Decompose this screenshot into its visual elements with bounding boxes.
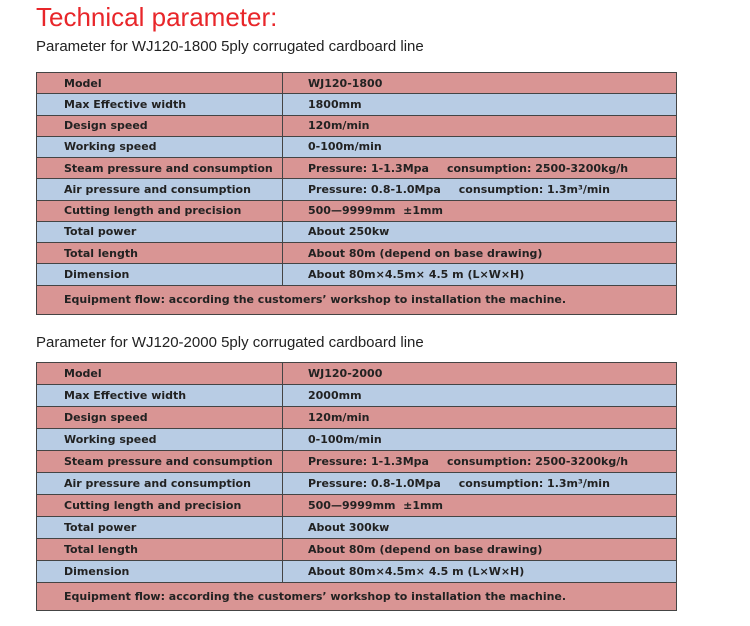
- parameter-label: Air pressure and consumption: [37, 179, 283, 200]
- parameter-label: Design speed: [37, 407, 283, 429]
- table-row: [37, 517, 677, 539]
- parameter-value: [283, 429, 677, 451]
- table-row: [37, 561, 677, 583]
- parameter-label: Max Effective width: [37, 94, 283, 115]
- parameter-value-text: WJ120-1800: [308, 76, 383, 90]
- parameter-label: Cutting length and precision: [37, 200, 283, 221]
- table-row: [37, 385, 677, 407]
- table-row: [37, 73, 677, 94]
- parameter-table-wj120-1800: [36, 72, 677, 315]
- parameter-value-text: 0-100m/min: [308, 433, 382, 446]
- parameter-value-text: Pressure: 0.8-1.0Mpa: [308, 477, 441, 490]
- table-caption-wj120-2000: Parameter for WJ120-2000 5ply corrugated cardboard line: [36, 334, 424, 351]
- table-row: [37, 243, 677, 264]
- parameter-value: [283, 517, 677, 539]
- parameter-label: Max Effective width: [37, 385, 283, 407]
- table-row: [37, 539, 677, 561]
- parameter-value: [283, 243, 677, 264]
- parameter-value: [283, 385, 677, 407]
- parameter-value: [283, 451, 677, 473]
- table-footer-row: [37, 285, 677, 314]
- parameter-value: [283, 407, 677, 429]
- parameter-value-text: 500—9999mm ±1mm: [308, 204, 443, 218]
- parameter-value: [283, 73, 677, 94]
- parameter-label: Dimension: [37, 264, 283, 285]
- parameter-value: [283, 115, 677, 136]
- page-title: Technical parameter:: [36, 2, 278, 32]
- parameter-label: Steam pressure and consumption: [37, 158, 283, 179]
- parameter-value: [283, 221, 677, 242]
- parameter-value-text: About 80m (depend on base drawing): [308, 246, 543, 260]
- parameter-value-text: 120m/min: [308, 119, 370, 133]
- parameter-value-secondary: consumption: 2500-3200kg/h: [446, 161, 629, 175]
- table-row: [37, 495, 677, 517]
- parameter-value-text: About 80m (depend on base drawing): [308, 543, 543, 556]
- parameter-label: Total power: [37, 517, 283, 539]
- parameter-value-text: Pressure: 1-1.3Mpa: [308, 455, 429, 468]
- table-row: [37, 363, 677, 385]
- parameter-value: [283, 200, 677, 221]
- parameter-value-text: About 80m×4.5m× 4.5 m (L×W×H): [308, 565, 525, 578]
- table-row: [37, 200, 677, 221]
- parameter-value-secondary: consumption: 2500-3200kg/h: [446, 455, 629, 468]
- table-row: [37, 473, 677, 495]
- table-row: [37, 158, 677, 179]
- table-caption-wj120-1800: Parameter for WJ120-1800 5ply corrugated cardboard line: [36, 38, 424, 55]
- table-row: [37, 115, 677, 136]
- parameter-table-wj120-2000: [36, 362, 677, 611]
- table-row: [37, 429, 677, 451]
- table-row: [37, 136, 677, 157]
- parameter-label: Steam pressure and consumption: [37, 451, 283, 473]
- parameter-value-secondary: consumption: 1.3m³/min: [458, 182, 610, 196]
- parameter-value-secondary: consumption: 1.3m³/min: [458, 477, 610, 490]
- equipment-flow-note: Equipment flow: according the customers’ workshop to installation the machine.: [37, 285, 677, 314]
- parameter-value-text: Pressure: 1-1.3Mpa: [308, 161, 429, 175]
- parameter-value-text: About 80m×4.5m× 4.5 m (L×W×H): [308, 267, 525, 281]
- parameter-value: [283, 473, 677, 495]
- parameter-label: Dimension: [37, 561, 283, 583]
- parameter-label: Working speed: [37, 136, 283, 157]
- parameter-value: [283, 158, 677, 179]
- table-row: [37, 94, 677, 115]
- table-row: [37, 451, 677, 473]
- parameter-value-text: Pressure: 0.8-1.0Mpa: [308, 182, 441, 196]
- parameter-value: [283, 264, 677, 285]
- parameter-value-text: 2000mm: [308, 389, 362, 402]
- parameter-label: Model: [37, 363, 283, 385]
- parameter-value: [283, 94, 677, 115]
- parameter-label: Air pressure and consumption: [37, 473, 283, 495]
- parameter-value: [283, 561, 677, 583]
- table-row: [37, 179, 677, 200]
- parameter-value-text: 1800mm: [308, 97, 362, 111]
- parameter-value: [283, 136, 677, 157]
- parameter-value-text: 0-100m/min: [308, 140, 382, 154]
- parameter-label: Total length: [37, 243, 283, 264]
- table-row: [37, 407, 677, 429]
- parameter-label: Total length: [37, 539, 283, 561]
- parameter-value-text: 120m/min: [308, 411, 370, 424]
- parameter-label: Model: [37, 73, 283, 94]
- table-row: [37, 221, 677, 242]
- parameter-label: Design speed: [37, 115, 283, 136]
- table-row: [37, 264, 677, 285]
- equipment-flow-note: Equipment flow: according the customers’ workshop to installation the machine.: [37, 583, 677, 611]
- parameter-value: [283, 363, 677, 385]
- parameter-label: Working speed: [37, 429, 283, 451]
- table-footer-row: [37, 583, 677, 611]
- parameter-label: Cutting length and precision: [37, 495, 283, 517]
- parameter-value-text: About 300kw: [308, 521, 390, 534]
- parameter-value-text: WJ120-2000: [308, 367, 383, 380]
- parameter-value-text: 500—9999mm ±1mm: [308, 499, 443, 512]
- parameter-value: [283, 539, 677, 561]
- parameter-value: [283, 495, 677, 517]
- parameter-value: [283, 179, 677, 200]
- parameter-label: Total power: [37, 221, 283, 242]
- parameter-value-text: About 250kw: [308, 225, 390, 239]
